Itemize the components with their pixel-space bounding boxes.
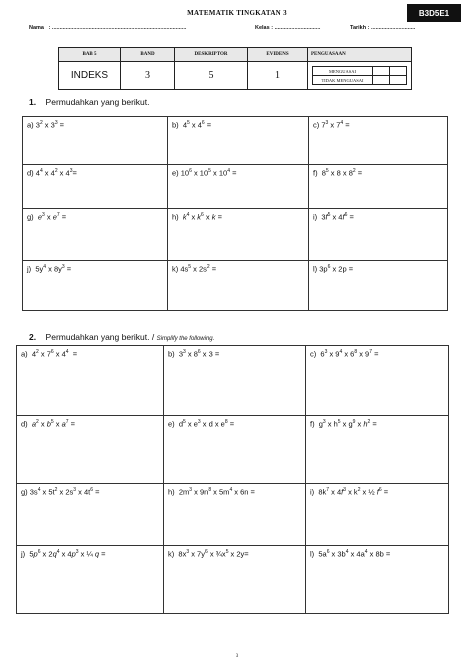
question-2e[interactable]: e) $d^5$ x $e^3$ x d x $e^8$ = bbox=[164, 416, 306, 484]
rubric-evidens-value: 1 bbox=[248, 62, 308, 90]
question-1h[interactable]: h) $k^4$ x $k^6$ x k = bbox=[168, 209, 309, 261]
mastery-option-tidak-menguasai: TIDAK MENGUASAI bbox=[313, 76, 373, 85]
rubric-table bbox=[58, 47, 412, 90]
question-2b[interactable]: b) $3^3$ x $8^6$ x 3 = bbox=[164, 346, 306, 416]
mastery-checkbox-menguasai-2[interactable] bbox=[390, 67, 407, 76]
rubric-indeks: INDEKS bbox=[59, 62, 121, 90]
question-1l[interactable]: l) $3p^6$ x 2p = bbox=[309, 261, 448, 311]
question-1k[interactable]: k) $4s^5$ x $2s^2$ = bbox=[168, 261, 309, 311]
question-2c[interactable]: c) $6^3$ x $9^4$ x $6^8$ x $9^7$ = bbox=[306, 346, 449, 416]
rubric-band-value: 3 bbox=[121, 62, 175, 90]
question-1c[interactable]: c) $7^3$ x $7^4$ = bbox=[309, 117, 448, 165]
section1-question-grid bbox=[22, 116, 448, 311]
question-2d[interactable]: d) $a^2$ x $b^5$ x $a^7$ = bbox=[17, 416, 164, 484]
mastery-checkbox-tidak-menguasai[interactable] bbox=[373, 76, 390, 85]
question-1j[interactable]: j) $5y^4$ x $8y^3$ = bbox=[23, 261, 168, 311]
rubric-header-band: BAND bbox=[121, 48, 175, 62]
mastery-option-menguasai: MENGUASAI bbox=[313, 67, 373, 76]
question-1a[interactable]: a) $3^2$ x $3^3$ = bbox=[23, 117, 168, 165]
question-2a[interactable]: a) $4^2$ x $7^6$ x $4^4$ = bbox=[17, 346, 164, 416]
section2-heading: 2. Permudahkan yang berikut. / Simplify the following. bbox=[29, 332, 215, 342]
question-1e[interactable]: e) $10^6$ x $10^5$ x $10^4$ = bbox=[168, 165, 309, 209]
mastery-checkbox-menguasai[interactable] bbox=[373, 67, 390, 76]
question-2h[interactable]: h) $2m^3$ x $9n^8$ x $5m^4$ x 6n = bbox=[164, 484, 306, 546]
question-2i[interactable]: i) $8k^7$ x $4f^3$ x $k^2$ x ½ $f^6$ = bbox=[306, 484, 449, 546]
rubric-header-bab: BAB 5 bbox=[59, 48, 121, 62]
rubric-header-penguasaan: PENGUASAAN bbox=[308, 48, 412, 62]
section1-heading: 1. Permudahkan yang berikut. bbox=[29, 97, 150, 107]
kelas-label: Kelas : .............................. bbox=[255, 25, 321, 31]
worksheet-code-badge: B3D5E1 bbox=[407, 4, 461, 22]
rubric-header-evidens: EVIDENS bbox=[248, 48, 308, 62]
question-2j[interactable]: j) $5p^6$ x $2q^4$ x $4p^3$ x ¼ q = bbox=[17, 546, 164, 614]
question-2l[interactable]: l) $5a^6$ x $3b^4$ x $4a^4$ x 8b = bbox=[306, 546, 449, 614]
nama-label: Nama : ........................................................................................ bbox=[29, 25, 187, 31]
page-number: 3 bbox=[235, 654, 239, 659]
question-2k[interactable]: k) $8x^3$ x $7y^6$ x $\frac{3}{4}x^5$ x 2y= bbox=[164, 546, 306, 614]
question-2g[interactable]: g) $3s^4$ x $5t^2$ x $2s^3$ x $4t^6$ = bbox=[17, 484, 164, 546]
tarikh-label: Tarikh : ............................. bbox=[350, 25, 416, 31]
question-1f[interactable]: f) $8^5$ x 8 x $8^2$ = bbox=[309, 165, 448, 209]
worksheet-title: MATEMATIK TINGKATAN 3 bbox=[187, 9, 287, 17]
question-1i[interactable]: i) $3f^5$ x $4f^6$ = bbox=[309, 209, 448, 261]
section2-question-grid bbox=[16, 345, 449, 614]
question-1d[interactable]: d) $4^4$ x $4^2$ x $4^3=$ bbox=[23, 165, 168, 209]
question-1g[interactable]: g) $e^3$ x $e^7$ = bbox=[23, 209, 168, 261]
mastery-checkbox-tidak-menguasai-2[interactable] bbox=[390, 76, 407, 85]
question-2f[interactable]: f) $g^3$ x $h^5$ x $g^9$ x $h^2$ = bbox=[306, 416, 449, 484]
mastery-options bbox=[312, 66, 407, 85]
rubric-header-deskriptor: DESKRIPTOR bbox=[175, 48, 248, 62]
question-1b[interactable]: b) $4^5$ x $4^6$ = bbox=[168, 117, 309, 165]
rubric-deskriptor-value: 5 bbox=[175, 62, 248, 90]
rubric-mastery-cell bbox=[308, 62, 412, 90]
